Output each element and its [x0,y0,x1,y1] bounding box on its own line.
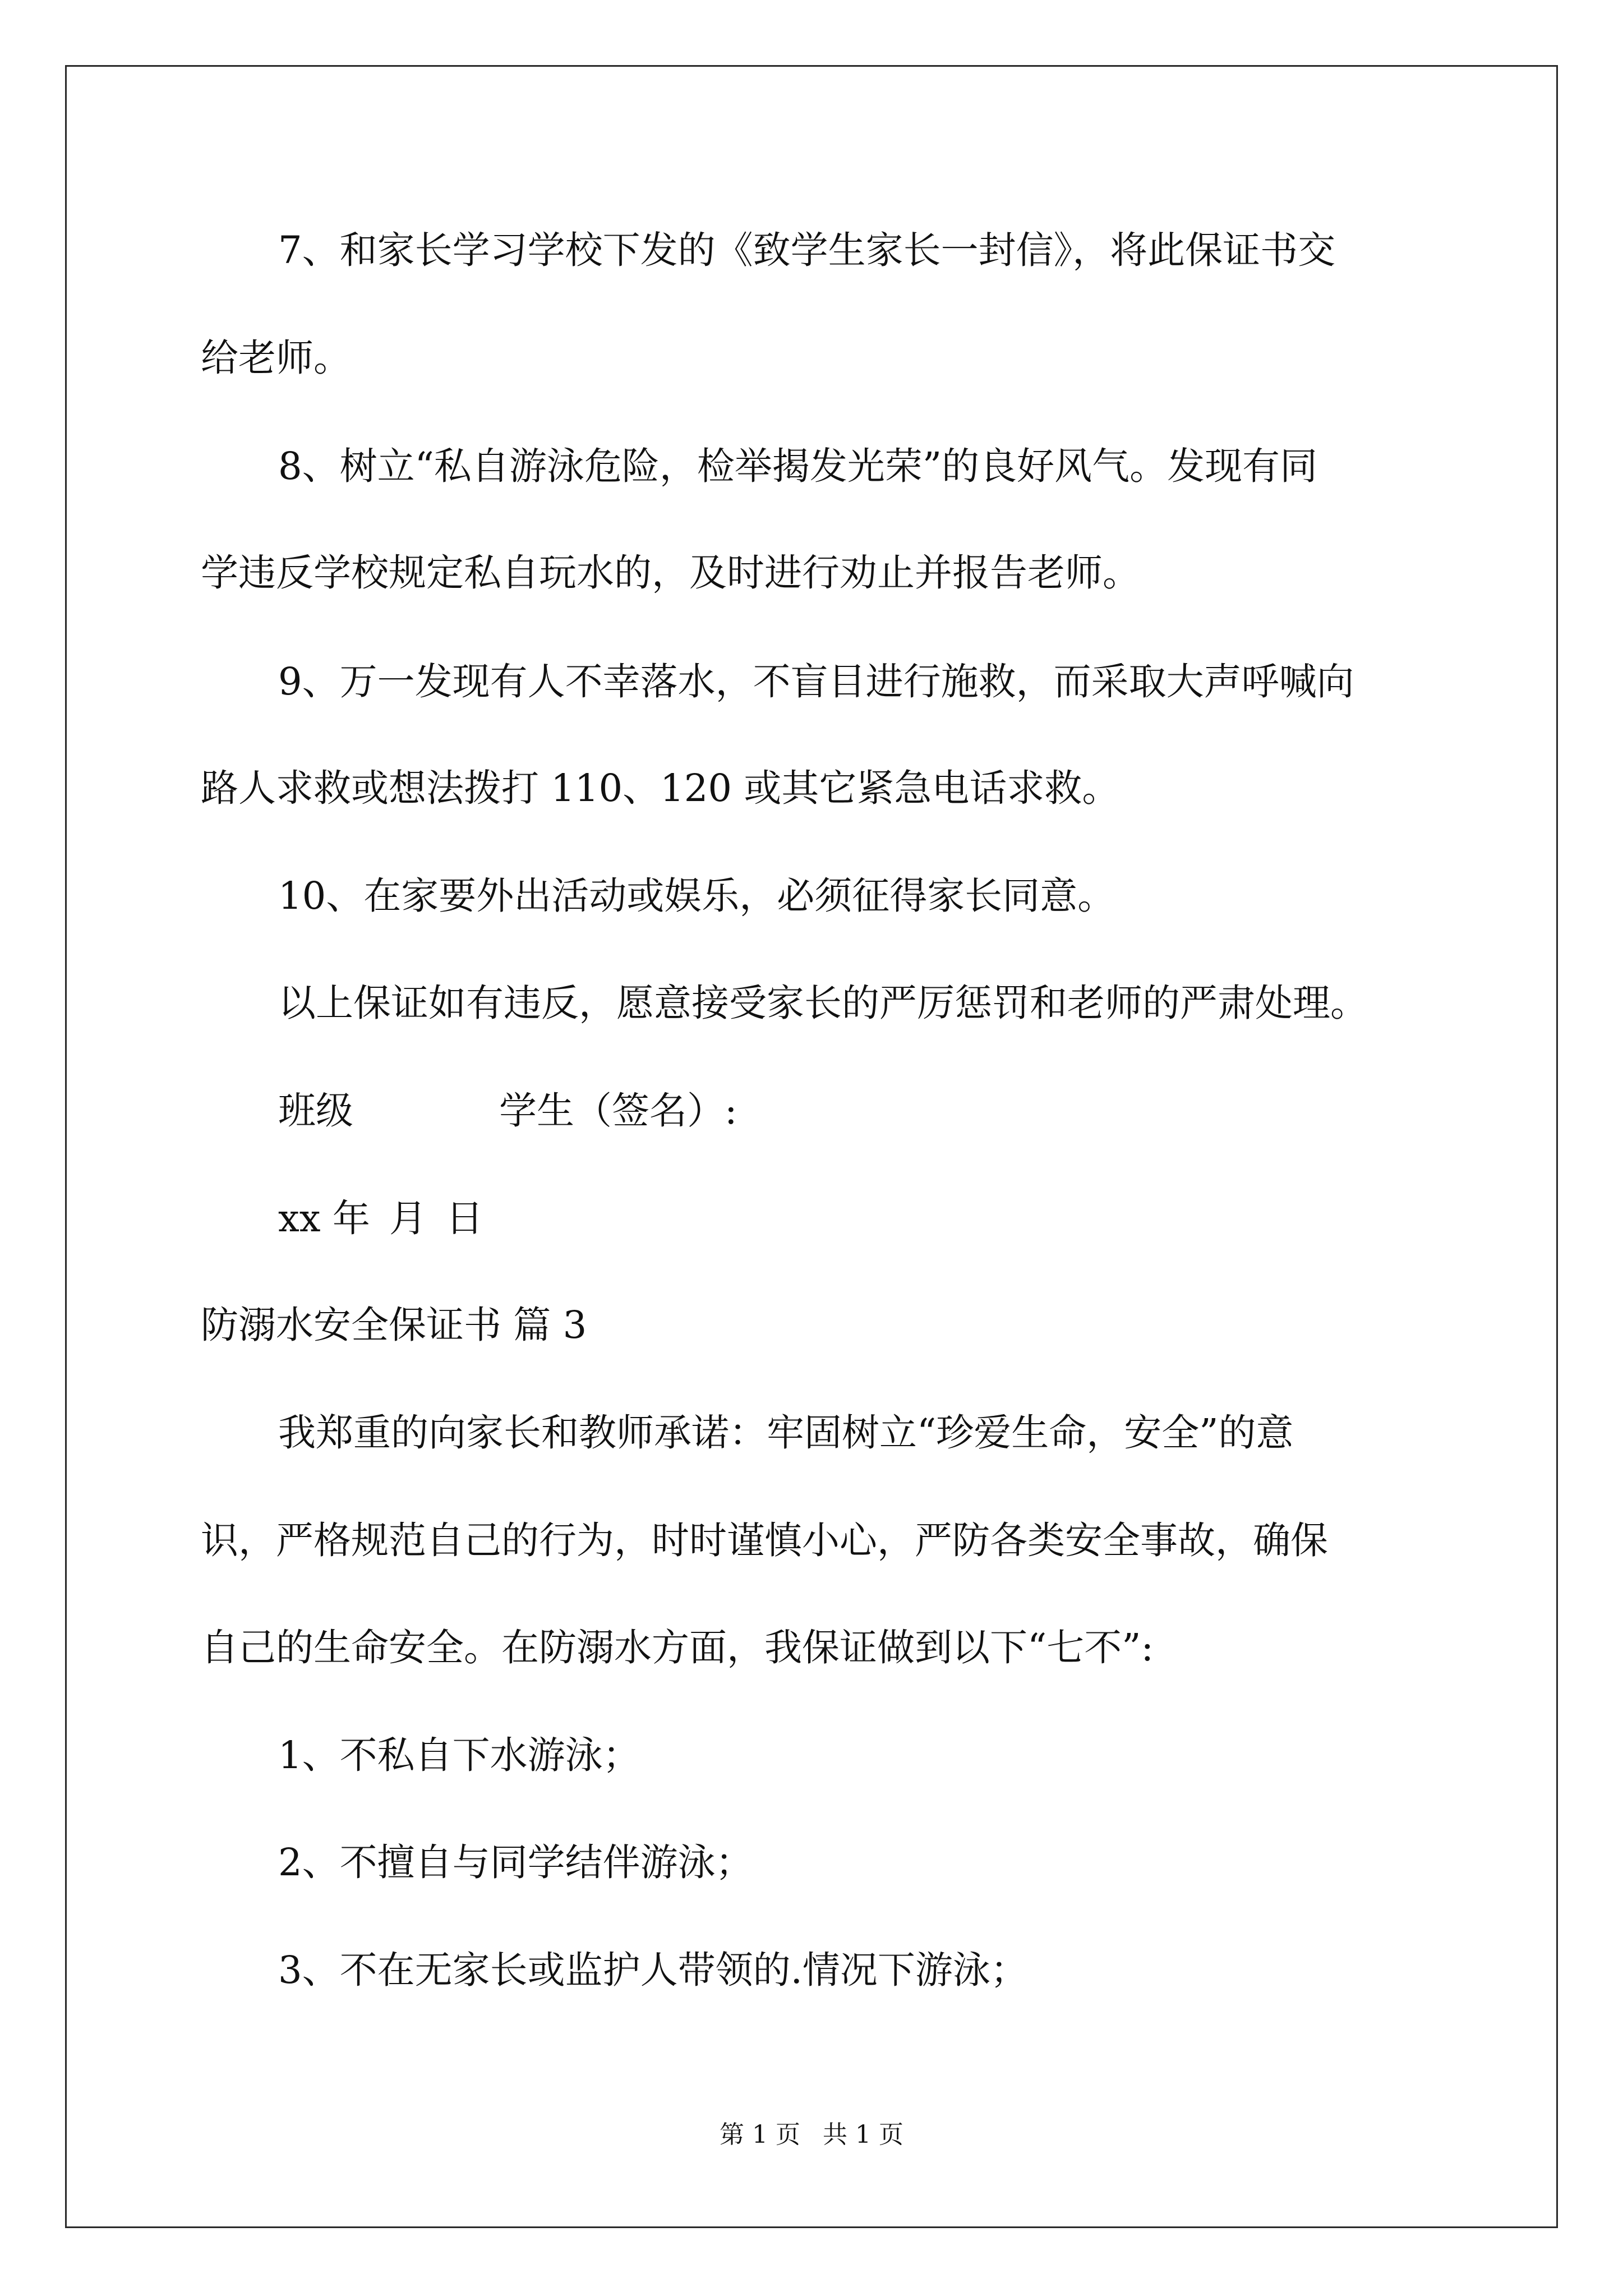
paragraph-line: 识，严格规范自己的行为，时时谨慎小心，严防各类安全事故，确保 [201,1519,1328,1562]
page-total: 共 1 页 [823,2120,903,2149]
date-year: xx 年 [278,1197,370,1240]
class-label: 班级 [278,1089,353,1133]
section-title: 防溺水安全保证书 篇 3 [201,1303,587,1347]
date-month: 月 [389,1197,427,1240]
list-item: 1、不私自下水游泳； [278,1733,640,1777]
page-footer [0,2119,1623,2151]
paragraph-line: 7、和家长学习学校下发的《致学生家长一封信》，将此保证书交 [278,228,1336,272]
signature-line [278,1088,737,1133]
paragraph-line: 自己的生命安全。在防溺水方面，我保证做到以下“七不”: [201,1626,1154,1669]
paragraph-line: 以上保证如有违反，愿意接受家长的严厉惩罚和老师的严肃处理。 [278,981,1368,1025]
paragraph-line: 8、树立“私自游泳危险，检举揭发光荣”的良好风气。发现有同 [278,444,1318,488]
paragraph-line: 学违反学校规定私自玩水的，及时进行劝止并报告老师。 [201,551,1140,595]
list-item: 3、不在无家长或监护人带领的.情况下游泳； [278,1948,1028,1992]
student-signature-label: 学生（签名）: [499,1089,737,1133]
date-line [278,1196,483,1241]
list-item: 2、不擅自与同学结伴游泳； [278,1841,753,1884]
paragraph-line: 路人求救或想法拨打 110、120 或其它紧急电话求救。 [201,766,1120,810]
page-number: 第 1 页 [720,2120,800,2149]
paragraph-line: 9、万一发现有人不幸落水，不盲目进行施救，而采取大声呼喊向 [278,660,1354,703]
paragraph-line: 给老师。 [201,336,351,380]
page-border [65,65,1558,2228]
paragraph-line: 我郑重的向家长和教师承诺：牢固树立“珍爱生命，安全”的意 [278,1411,1294,1455]
date-day: 日 [445,1197,483,1240]
paragraph-line: 10、在家要外出活动或娱乐，必须征得家长同意。 [278,874,1115,918]
